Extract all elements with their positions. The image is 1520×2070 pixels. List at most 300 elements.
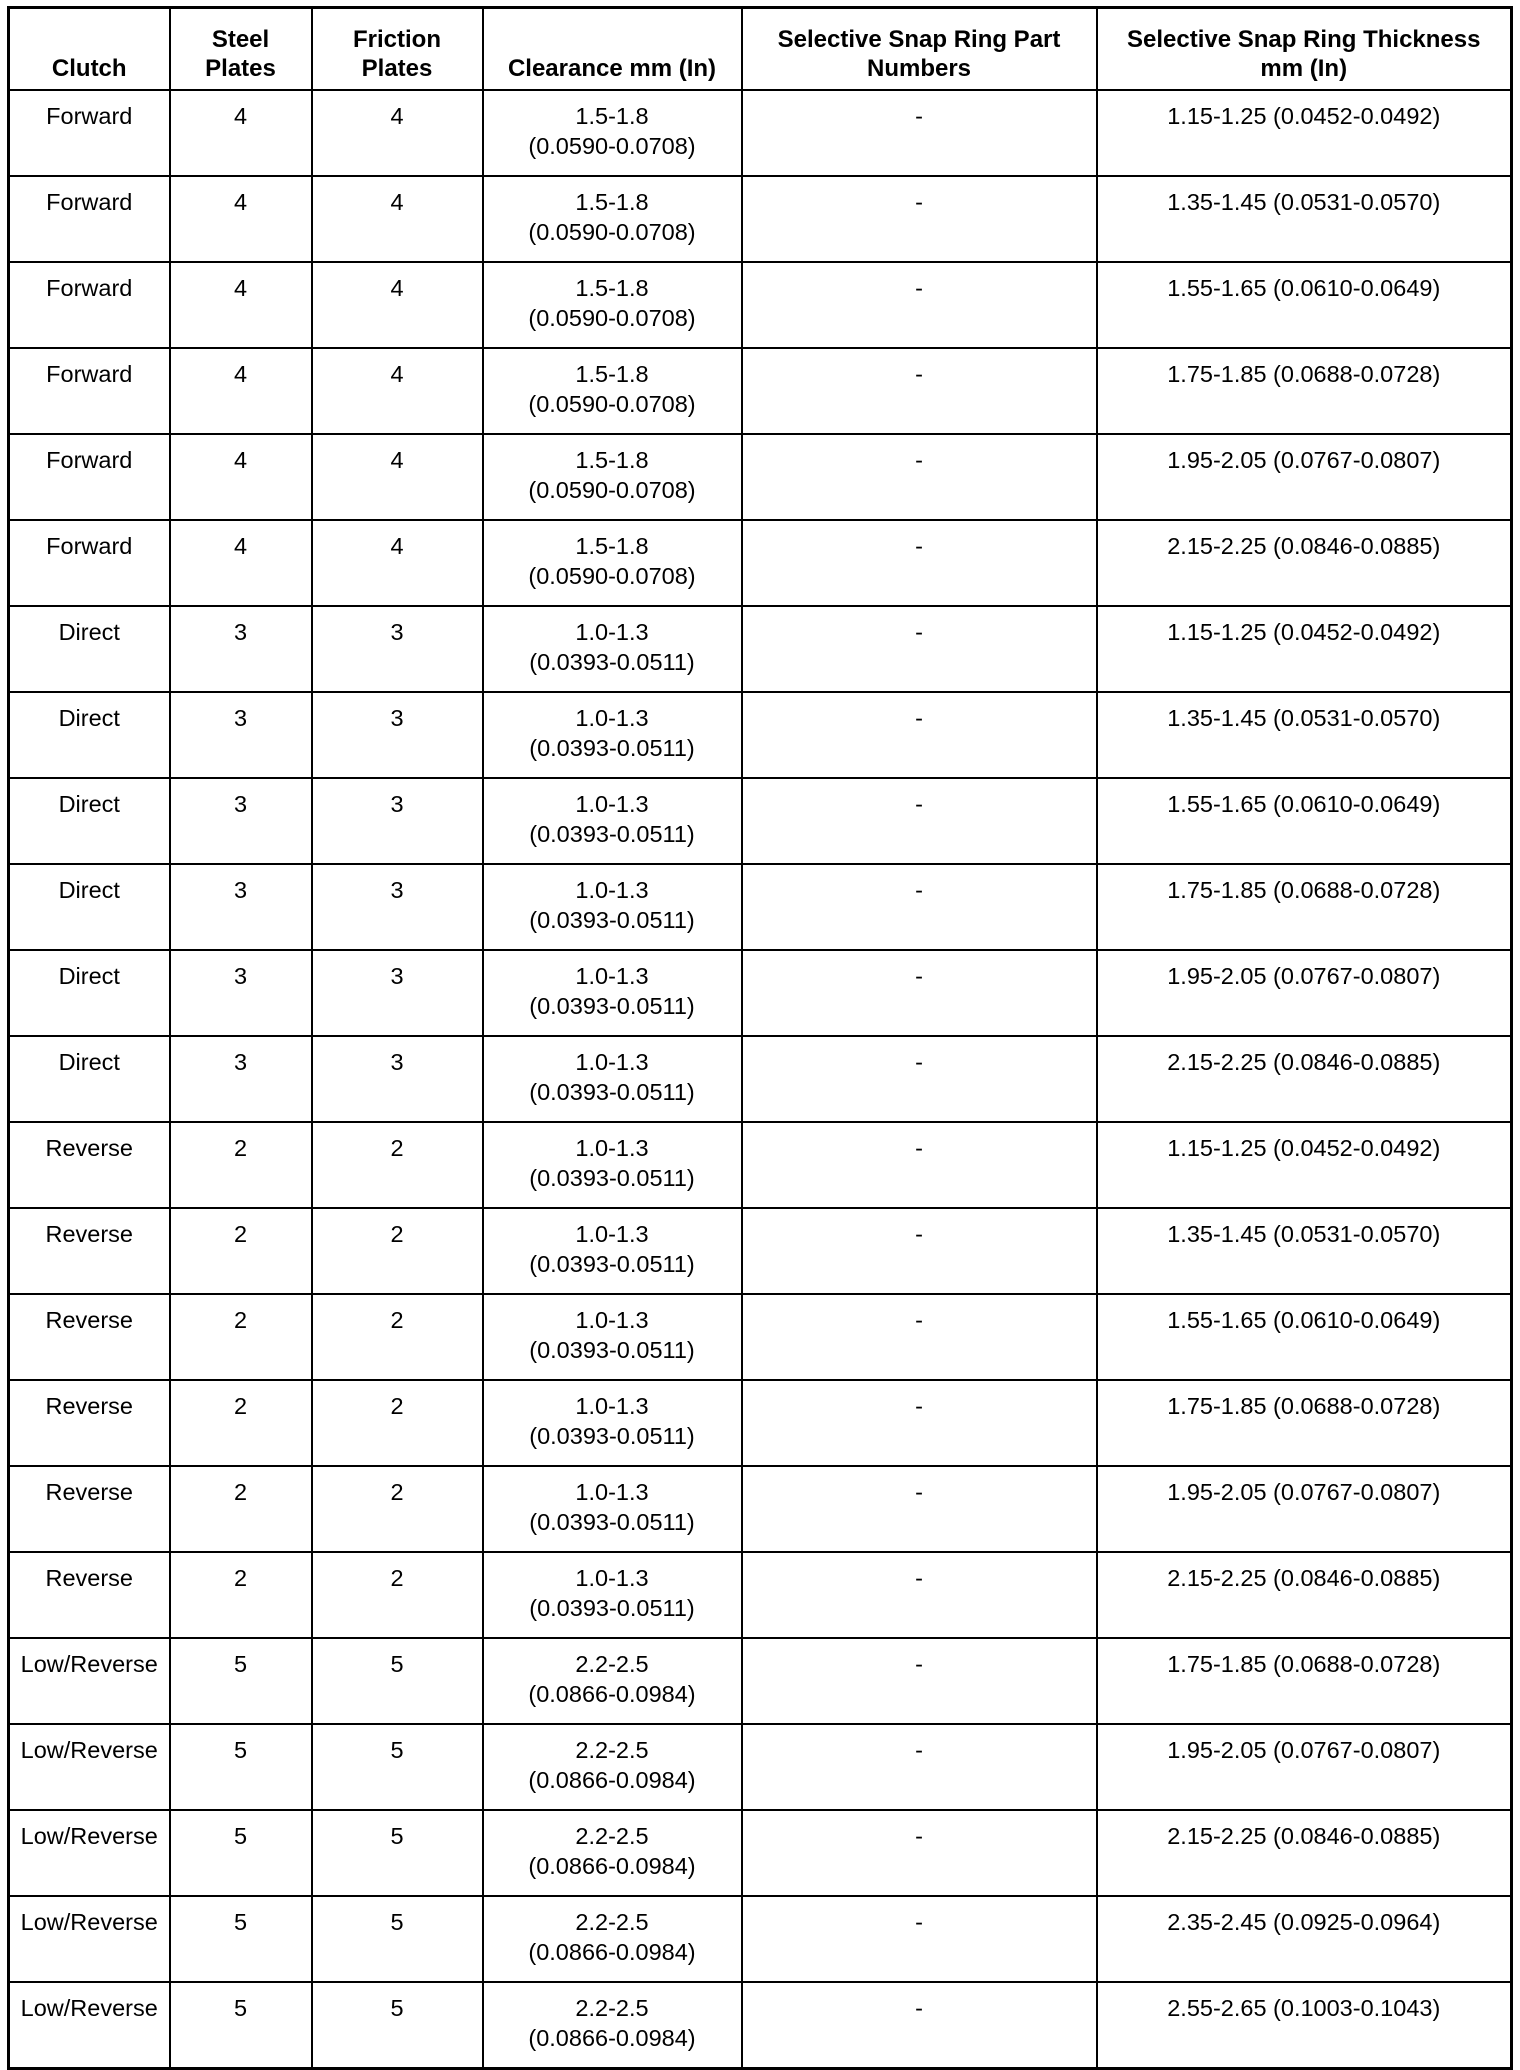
cell-part-number-text: -	[915, 963, 923, 989]
cell-clutch	[9, 1896, 170, 1982]
cell-clearance	[483, 692, 742, 778]
cell-part-number-text: -	[915, 1049, 923, 1075]
cell-clutch-text: Direct	[58, 791, 120, 817]
cell-clearance-mm: 1.5-1.8	[575, 275, 649, 301]
header-clutch-label: Clutch	[51, 55, 127, 82]
cell-clearance-mm: 1.0-1.3	[575, 1307, 649, 1333]
cell-clutch-text: Low/Reverse	[20, 1823, 158, 1849]
cell-part-number	[742, 434, 1097, 520]
cell-clutch-text: Forward	[46, 103, 133, 129]
cell-clutch	[9, 778, 170, 864]
header-snap-ring-thickness-line2: mm (In)	[1260, 55, 1348, 82]
cell-clearance-in: (0.0393-0.0511)	[529, 907, 695, 933]
cell-friction-plates-text: 2	[390, 1479, 404, 1505]
cell-clearance	[483, 434, 742, 520]
cell-part-number	[742, 778, 1097, 864]
header-clearance-label: Clearance mm (In)	[507, 55, 717, 82]
cell-snap-ring-thickness	[1097, 1810, 1512, 1896]
cell-steel-plates	[170, 1982, 312, 2069]
cell-friction-plates-text: 2	[390, 1221, 404, 1247]
cell-clearance-mm: 1.0-1.3	[575, 1479, 649, 1505]
cell-snap-ring-thickness-text: 1.95-2.05 (0.0767-0.0807)	[1167, 1737, 1441, 1763]
cell-part-number	[742, 950, 1097, 1036]
header-steel-plates	[170, 8, 312, 91]
cell-clearance-in: (0.0590-0.0708)	[528, 477, 696, 503]
cell-clearance-mm: 1.0-1.3	[575, 1135, 649, 1161]
cell-steel-plates	[170, 1638, 312, 1724]
cell-part-number-text: -	[915, 1995, 923, 2021]
header-part-numbers-line1: Selective Snap Ring Part	[777, 26, 1061, 53]
cell-friction-plates-text: 5	[390, 1823, 404, 1849]
cell-clutch-text: Reverse	[45, 1221, 133, 1247]
cell-part-number	[742, 90, 1097, 176]
cell-snap-ring-thickness-text: 1.15-1.25 (0.0452-0.0492)	[1167, 619, 1441, 645]
cell-clearance	[483, 1810, 742, 1896]
cell-snap-ring-thickness	[1097, 520, 1512, 606]
cell-clutch	[9, 1724, 170, 1810]
cell-friction-plates	[312, 1294, 483, 1380]
cell-steel-plates-text: 5	[233, 1823, 248, 1849]
cell-friction-plates-text: 3	[390, 877, 404, 903]
cell-friction-plates-text: 3	[390, 705, 404, 731]
cell-snap-ring-thickness	[1097, 1208, 1512, 1294]
cell-clearance-in: (0.0866-0.0984)	[528, 2025, 696, 2051]
table-row	[9, 348, 1512, 434]
cell-clutch-text: Forward	[46, 533, 133, 559]
cell-snap-ring-thickness-text: 1.95-2.05 (0.0767-0.0807)	[1167, 447, 1441, 473]
table-row	[9, 606, 1512, 692]
cell-part-number-text: -	[915, 447, 923, 473]
cell-part-number-text: -	[915, 1135, 923, 1161]
cell-steel-plates	[170, 1208, 312, 1294]
cell-friction-plates	[312, 778, 483, 864]
cell-steel-plates-text: 2	[233, 1565, 248, 1591]
cell-clearance	[483, 520, 742, 606]
cell-friction-plates-text: 4	[390, 361, 404, 387]
cell-part-number	[742, 1208, 1097, 1294]
cell-clearance-in: (0.0590-0.0708)	[528, 305, 696, 331]
cell-clearance	[483, 1896, 742, 1982]
cell-part-number	[742, 262, 1097, 348]
cell-snap-ring-thickness-text: 1.55-1.65 (0.0610-0.0649)	[1167, 275, 1441, 301]
cell-friction-plates-text: 4	[390, 275, 404, 301]
table-row	[9, 1380, 1512, 1466]
cell-part-number	[742, 176, 1097, 262]
table-row	[9, 1294, 1512, 1380]
cell-snap-ring-thickness	[1097, 1982, 1512, 2069]
cell-part-number-text: -	[915, 533, 923, 559]
cell-clearance-in: (0.0590-0.0708)	[528, 563, 696, 589]
cell-clearance-mm: 1.0-1.3	[575, 791, 649, 817]
cell-clearance-mm: 1.0-1.3	[575, 1393, 649, 1419]
table-row	[9, 778, 1512, 864]
header-friction-plates	[312, 8, 483, 91]
cell-part-number-text: -	[915, 1651, 923, 1677]
cell-part-number-text: -	[915, 705, 923, 731]
cell-clearance	[483, 1724, 742, 1810]
cell-steel-plates-text: 5	[233, 1909, 248, 1935]
cell-clearance-mm: 1.0-1.3	[575, 877, 649, 903]
cell-friction-plates	[312, 950, 483, 1036]
cell-part-number	[742, 1724, 1097, 1810]
cell-clearance	[483, 778, 742, 864]
cell-clearance-mm: 1.5-1.8	[575, 533, 649, 559]
cell-part-number-text: -	[915, 877, 923, 903]
cell-steel-plates-text: 5	[233, 1995, 248, 2021]
table-row	[9, 1896, 1512, 1982]
cell-part-number-text: -	[915, 791, 923, 817]
cell-friction-plates	[312, 1552, 483, 1638]
cell-snap-ring-thickness-text: 1.15-1.25 (0.0452-0.0492)	[1167, 103, 1441, 129]
cell-clutch-text: Forward	[46, 189, 133, 215]
cell-clearance-mm: 1.5-1.8	[575, 189, 649, 215]
cell-clutch	[9, 90, 170, 176]
cell-steel-plates-text: 4	[233, 189, 248, 215]
cell-friction-plates	[312, 1810, 483, 1896]
cell-snap-ring-thickness	[1097, 176, 1512, 262]
cell-friction-plates	[312, 1896, 483, 1982]
header-friction-plates-line2: Plates	[361, 55, 433, 82]
cell-friction-plates-text: 4	[390, 103, 404, 129]
cell-part-number	[742, 1380, 1097, 1466]
cell-clutch-text: Low/Reverse	[20, 1651, 158, 1677]
cell-part-number-text: -	[915, 1823, 923, 1849]
cell-snap-ring-thickness	[1097, 1724, 1512, 1810]
cell-part-number	[742, 864, 1097, 950]
cell-clutch-text: Direct	[58, 619, 120, 645]
cell-part-number	[742, 1896, 1097, 1982]
cell-friction-plates	[312, 864, 483, 950]
cell-clearance-in: (0.0393-0.0511)	[529, 821, 695, 847]
cell-friction-plates-text: 5	[390, 1909, 404, 1935]
cell-part-number-text: -	[915, 189, 923, 215]
cell-clutch	[9, 348, 170, 434]
cell-clearance-mm: 2.2-2.5	[575, 1823, 649, 1849]
table-row	[9, 1208, 1512, 1294]
cell-snap-ring-thickness-text: 2.35-2.45 (0.0925-0.0964)	[1167, 1909, 1441, 1935]
cell-snap-ring-thickness-text: 1.75-1.85 (0.0688-0.0728)	[1167, 877, 1441, 903]
cell-clutch	[9, 606, 170, 692]
cell-snap-ring-thickness	[1097, 90, 1512, 176]
table-row	[9, 1552, 1512, 1638]
cell-clearance-mm: 2.2-2.5	[575, 1909, 649, 1935]
header-clearance	[483, 8, 742, 91]
cell-clearance	[483, 1036, 742, 1122]
cell-clutch	[9, 1208, 170, 1294]
cell-steel-plates-text: 3	[233, 619, 248, 645]
header-row	[9, 8, 1512, 91]
cell-clutch	[9, 1810, 170, 1896]
cell-clearance-in: (0.0393-0.0511)	[529, 649, 695, 675]
table-row	[9, 950, 1512, 1036]
cell-part-number-text: -	[915, 275, 923, 301]
cell-clutch	[9, 520, 170, 606]
cell-steel-plates	[170, 1380, 312, 1466]
cell-clearance-mm: 1.0-1.3	[575, 705, 649, 731]
cell-clutch	[9, 1294, 170, 1380]
cell-snap-ring-thickness-text: 1.35-1.45 (0.0531-0.0570)	[1167, 189, 1441, 215]
cell-clearance	[483, 1380, 742, 1466]
cell-clearance-in: (0.0590-0.0708)	[528, 133, 696, 159]
cell-friction-plates-text: 2	[390, 1565, 404, 1591]
table-row	[9, 1724, 1512, 1810]
cell-clutch	[9, 1036, 170, 1122]
cell-clutch-text: Reverse	[45, 1565, 133, 1591]
cell-clutch	[9, 434, 170, 520]
cell-clutch	[9, 262, 170, 348]
cell-friction-plates-text: 5	[390, 1737, 404, 1763]
cell-steel-plates-text: 4	[233, 103, 248, 129]
cell-clutch	[9, 176, 170, 262]
cell-friction-plates	[312, 1724, 483, 1810]
cell-friction-plates-text: 5	[390, 1995, 404, 2021]
cell-clearance-in: (0.0393-0.0511)	[529, 1251, 695, 1277]
cell-steel-plates-text: 4	[233, 447, 248, 473]
cell-clearance	[483, 1294, 742, 1380]
cell-snap-ring-thickness-text: 2.15-2.25 (0.0846-0.0885)	[1167, 1049, 1441, 1075]
cell-steel-plates	[170, 1724, 312, 1810]
cell-clearance	[483, 1638, 742, 1724]
cell-steel-plates	[170, 778, 312, 864]
cell-friction-plates	[312, 1380, 483, 1466]
cell-part-number	[742, 606, 1097, 692]
cell-clearance-in: (0.0590-0.0708)	[528, 391, 696, 417]
cell-steel-plates-text: 3	[233, 791, 248, 817]
cell-clutch	[9, 950, 170, 1036]
cell-part-number-text: -	[915, 1909, 923, 1935]
cell-clearance	[483, 1552, 742, 1638]
cell-clutch	[9, 864, 170, 950]
header-snap-ring-thickness-line1: Selective Snap Ring Thickness	[1127, 26, 1481, 53]
cell-steel-plates	[170, 1466, 312, 1552]
cell-clearance	[483, 1466, 742, 1552]
cell-snap-ring-thickness	[1097, 864, 1512, 950]
cell-snap-ring-thickness	[1097, 1638, 1512, 1724]
cell-clearance-mm: 1.0-1.3	[575, 619, 649, 645]
cell-friction-plates-text: 3	[390, 963, 404, 989]
cell-friction-plates-text: 2	[390, 1307, 404, 1333]
cell-clutch	[9, 1638, 170, 1724]
table-body	[9, 90, 1512, 2069]
cell-clearance-mm: 1.5-1.8	[575, 103, 649, 129]
cell-friction-plates-text: 3	[390, 791, 404, 817]
cell-snap-ring-thickness-text: 1.55-1.65 (0.0610-0.0649)	[1167, 1307, 1441, 1333]
cell-steel-plates	[170, 262, 312, 348]
cell-part-number-text: -	[915, 103, 923, 129]
cell-steel-plates	[170, 692, 312, 778]
cell-clearance-in: (0.0393-0.0511)	[529, 1165, 695, 1191]
table-row	[9, 1638, 1512, 1724]
cell-steel-plates	[170, 434, 312, 520]
cell-friction-plates-text: 2	[390, 1135, 404, 1161]
cell-clearance-mm: 1.0-1.3	[575, 1565, 649, 1591]
cell-steel-plates	[170, 1294, 312, 1380]
cell-steel-plates-text: 4	[233, 361, 248, 387]
cell-snap-ring-thickness	[1097, 778, 1512, 864]
table-row	[9, 176, 1512, 262]
cell-friction-plates-text: 5	[390, 1651, 404, 1677]
cell-clearance	[483, 1982, 742, 2069]
cell-snap-ring-thickness	[1097, 1466, 1512, 1552]
cell-snap-ring-thickness-text: 2.15-2.25 (0.0846-0.0885)	[1167, 1823, 1441, 1849]
cell-part-number	[742, 1036, 1097, 1122]
cell-friction-plates-text: 4	[390, 533, 404, 559]
cell-clearance	[483, 606, 742, 692]
cell-steel-plates-text: 2	[233, 1393, 248, 1419]
cell-snap-ring-thickness-text: 1.75-1.85 (0.0688-0.0728)	[1167, 361, 1441, 387]
cell-friction-plates	[312, 1208, 483, 1294]
header-part-numbers-line2: Numbers	[866, 55, 972, 82]
cell-friction-plates	[312, 262, 483, 348]
cell-snap-ring-thickness	[1097, 262, 1512, 348]
cell-friction-plates-text: 2	[390, 1393, 404, 1419]
cell-snap-ring-thickness	[1097, 1552, 1512, 1638]
header-steel-plates-line2: Plates	[205, 55, 276, 82]
cell-friction-plates	[312, 1036, 483, 1122]
cell-clearance-in: (0.0393-0.0511)	[529, 1595, 695, 1621]
cell-friction-plates	[312, 1122, 483, 1208]
header-snap-ring-thickness	[1097, 8, 1512, 91]
cell-clearance-mm: 2.2-2.5	[575, 1995, 649, 2021]
cell-steel-plates	[170, 90, 312, 176]
cell-clearance-in: (0.0590-0.0708)	[528, 219, 696, 245]
table-row	[9, 1982, 1512, 2069]
cell-steel-plates-text: 4	[233, 275, 248, 301]
cell-snap-ring-thickness-text: 2.15-2.25 (0.0846-0.0885)	[1167, 1565, 1441, 1591]
cell-part-number-text: -	[915, 1565, 923, 1591]
cell-steel-plates	[170, 176, 312, 262]
header-clutch	[9, 8, 170, 91]
cell-snap-ring-thickness-text: 1.55-1.65 (0.0610-0.0649)	[1167, 791, 1441, 817]
cell-steel-plates-text: 4	[233, 533, 248, 559]
cell-snap-ring-thickness	[1097, 1294, 1512, 1380]
cell-clearance	[483, 348, 742, 434]
cell-clearance	[483, 262, 742, 348]
cell-friction-plates-text: 3	[390, 1049, 404, 1075]
cell-friction-plates	[312, 692, 483, 778]
cell-snap-ring-thickness	[1097, 1122, 1512, 1208]
cell-steel-plates-text: 3	[233, 877, 248, 903]
cell-friction-plates	[312, 1982, 483, 2069]
table-row	[9, 434, 1512, 520]
cell-steel-plates-text: 2	[233, 1307, 248, 1333]
cell-friction-plates-text: 4	[390, 447, 404, 473]
cell-clearance-in: (0.0866-0.0984)	[528, 1767, 696, 1793]
cell-friction-plates-text: 4	[390, 189, 404, 215]
cell-steel-plates	[170, 348, 312, 434]
cell-clearance-in: (0.0393-0.0511)	[529, 1079, 695, 1105]
cell-snap-ring-thickness	[1097, 1896, 1512, 1982]
cell-part-number-text: -	[915, 619, 923, 645]
cell-steel-plates	[170, 1122, 312, 1208]
table-row	[9, 520, 1512, 606]
cell-part-number-text: -	[915, 1737, 923, 1763]
cell-steel-plates	[170, 1896, 312, 1982]
cell-part-number	[742, 692, 1097, 778]
cell-part-number-text: -	[915, 1393, 923, 1419]
cell-steel-plates	[170, 606, 312, 692]
table-row	[9, 864, 1512, 950]
cell-snap-ring-thickness-text: 1.95-2.05 (0.0767-0.0807)	[1167, 1479, 1441, 1505]
cell-clutch-text: Reverse	[45, 1307, 133, 1333]
cell-steel-plates-text: 3	[233, 963, 248, 989]
cell-snap-ring-thickness	[1097, 434, 1512, 520]
cell-snap-ring-thickness-text: 1.75-1.85 (0.0688-0.0728)	[1167, 1393, 1441, 1419]
cell-snap-ring-thickness-text: 1.35-1.45 (0.0531-0.0570)	[1167, 1221, 1441, 1247]
cell-clutch-text: Forward	[46, 361, 133, 387]
cell-clearance-in: (0.0393-0.0511)	[529, 993, 695, 1019]
cell-snap-ring-thickness-text: 1.35-1.45 (0.0531-0.0570)	[1167, 705, 1441, 731]
cell-clutch	[9, 692, 170, 778]
cell-friction-plates	[312, 520, 483, 606]
cell-clearance-in: (0.0393-0.0511)	[529, 735, 695, 761]
cell-snap-ring-thickness-text: 2.15-2.25 (0.0846-0.0885)	[1167, 533, 1441, 559]
cell-clearance-in: (0.0393-0.0511)	[529, 1423, 695, 1449]
cell-snap-ring-thickness-text: 1.75-1.85 (0.0688-0.0728)	[1167, 1651, 1441, 1677]
cell-steel-plates	[170, 1036, 312, 1122]
cell-clearance-in: (0.0393-0.0511)	[529, 1509, 695, 1535]
table-row	[9, 1122, 1512, 1208]
cell-part-number	[742, 1638, 1097, 1724]
cell-clutch	[9, 1380, 170, 1466]
cell-steel-plates-text: 3	[233, 1049, 248, 1075]
cell-steel-plates	[170, 520, 312, 606]
table-row	[9, 692, 1512, 778]
cell-snap-ring-thickness	[1097, 606, 1512, 692]
cell-snap-ring-thickness	[1097, 692, 1512, 778]
cell-part-number-text: -	[915, 1307, 923, 1333]
cell-clearance	[483, 90, 742, 176]
header-steel-plates-line1: Steel	[211, 26, 270, 53]
cell-clutch-text: Reverse	[45, 1135, 133, 1161]
cell-clearance-mm: 1.0-1.3	[575, 1221, 649, 1247]
cell-clutch-text: Low/Reverse	[20, 1995, 158, 2021]
cell-snap-ring-thickness-text: 1.95-2.05 (0.0767-0.0807)	[1167, 963, 1441, 989]
cell-clearance-mm: 2.2-2.5	[575, 1651, 649, 1677]
cell-part-number	[742, 1294, 1097, 1380]
header-part-numbers	[742, 8, 1097, 91]
cell-steel-plates	[170, 864, 312, 950]
cell-clutch-text: Direct	[58, 705, 120, 731]
table-row	[9, 1036, 1512, 1122]
cell-clutch-text: Reverse	[45, 1479, 133, 1505]
cell-friction-plates	[312, 176, 483, 262]
cell-clutch-text: Reverse	[45, 1393, 133, 1419]
cell-steel-plates-text: 2	[233, 1479, 248, 1505]
cell-steel-plates-text: 5	[233, 1737, 248, 1763]
cell-snap-ring-thickness	[1097, 950, 1512, 1036]
cell-clutch-text: Low/Reverse	[20, 1737, 158, 1763]
cell-clearance-in: (0.0866-0.0984)	[528, 1853, 696, 1879]
cell-clutch	[9, 1466, 170, 1552]
cell-steel-plates	[170, 1552, 312, 1638]
cell-clearance-mm: 1.5-1.8	[575, 361, 649, 387]
cell-friction-plates	[312, 434, 483, 520]
cell-friction-plates-text: 3	[390, 619, 404, 645]
cell-clearance	[483, 1208, 742, 1294]
cell-clearance-mm: 2.2-2.5	[575, 1737, 649, 1763]
cell-clearance-in: (0.0866-0.0984)	[528, 1939, 696, 1965]
cell-steel-plates-text: 2	[233, 1221, 248, 1247]
cell-snap-ring-thickness-text: 1.15-1.25 (0.0452-0.0492)	[1167, 1135, 1441, 1161]
cell-part-number-text: -	[915, 1479, 923, 1505]
table-row	[9, 1810, 1512, 1896]
cell-clutch-text: Direct	[58, 877, 120, 903]
cell-snap-ring-thickness	[1097, 348, 1512, 434]
table-row	[9, 1466, 1512, 1552]
cell-clearance-mm: 1.0-1.3	[575, 963, 649, 989]
cell-steel-plates-text: 3	[233, 705, 248, 731]
